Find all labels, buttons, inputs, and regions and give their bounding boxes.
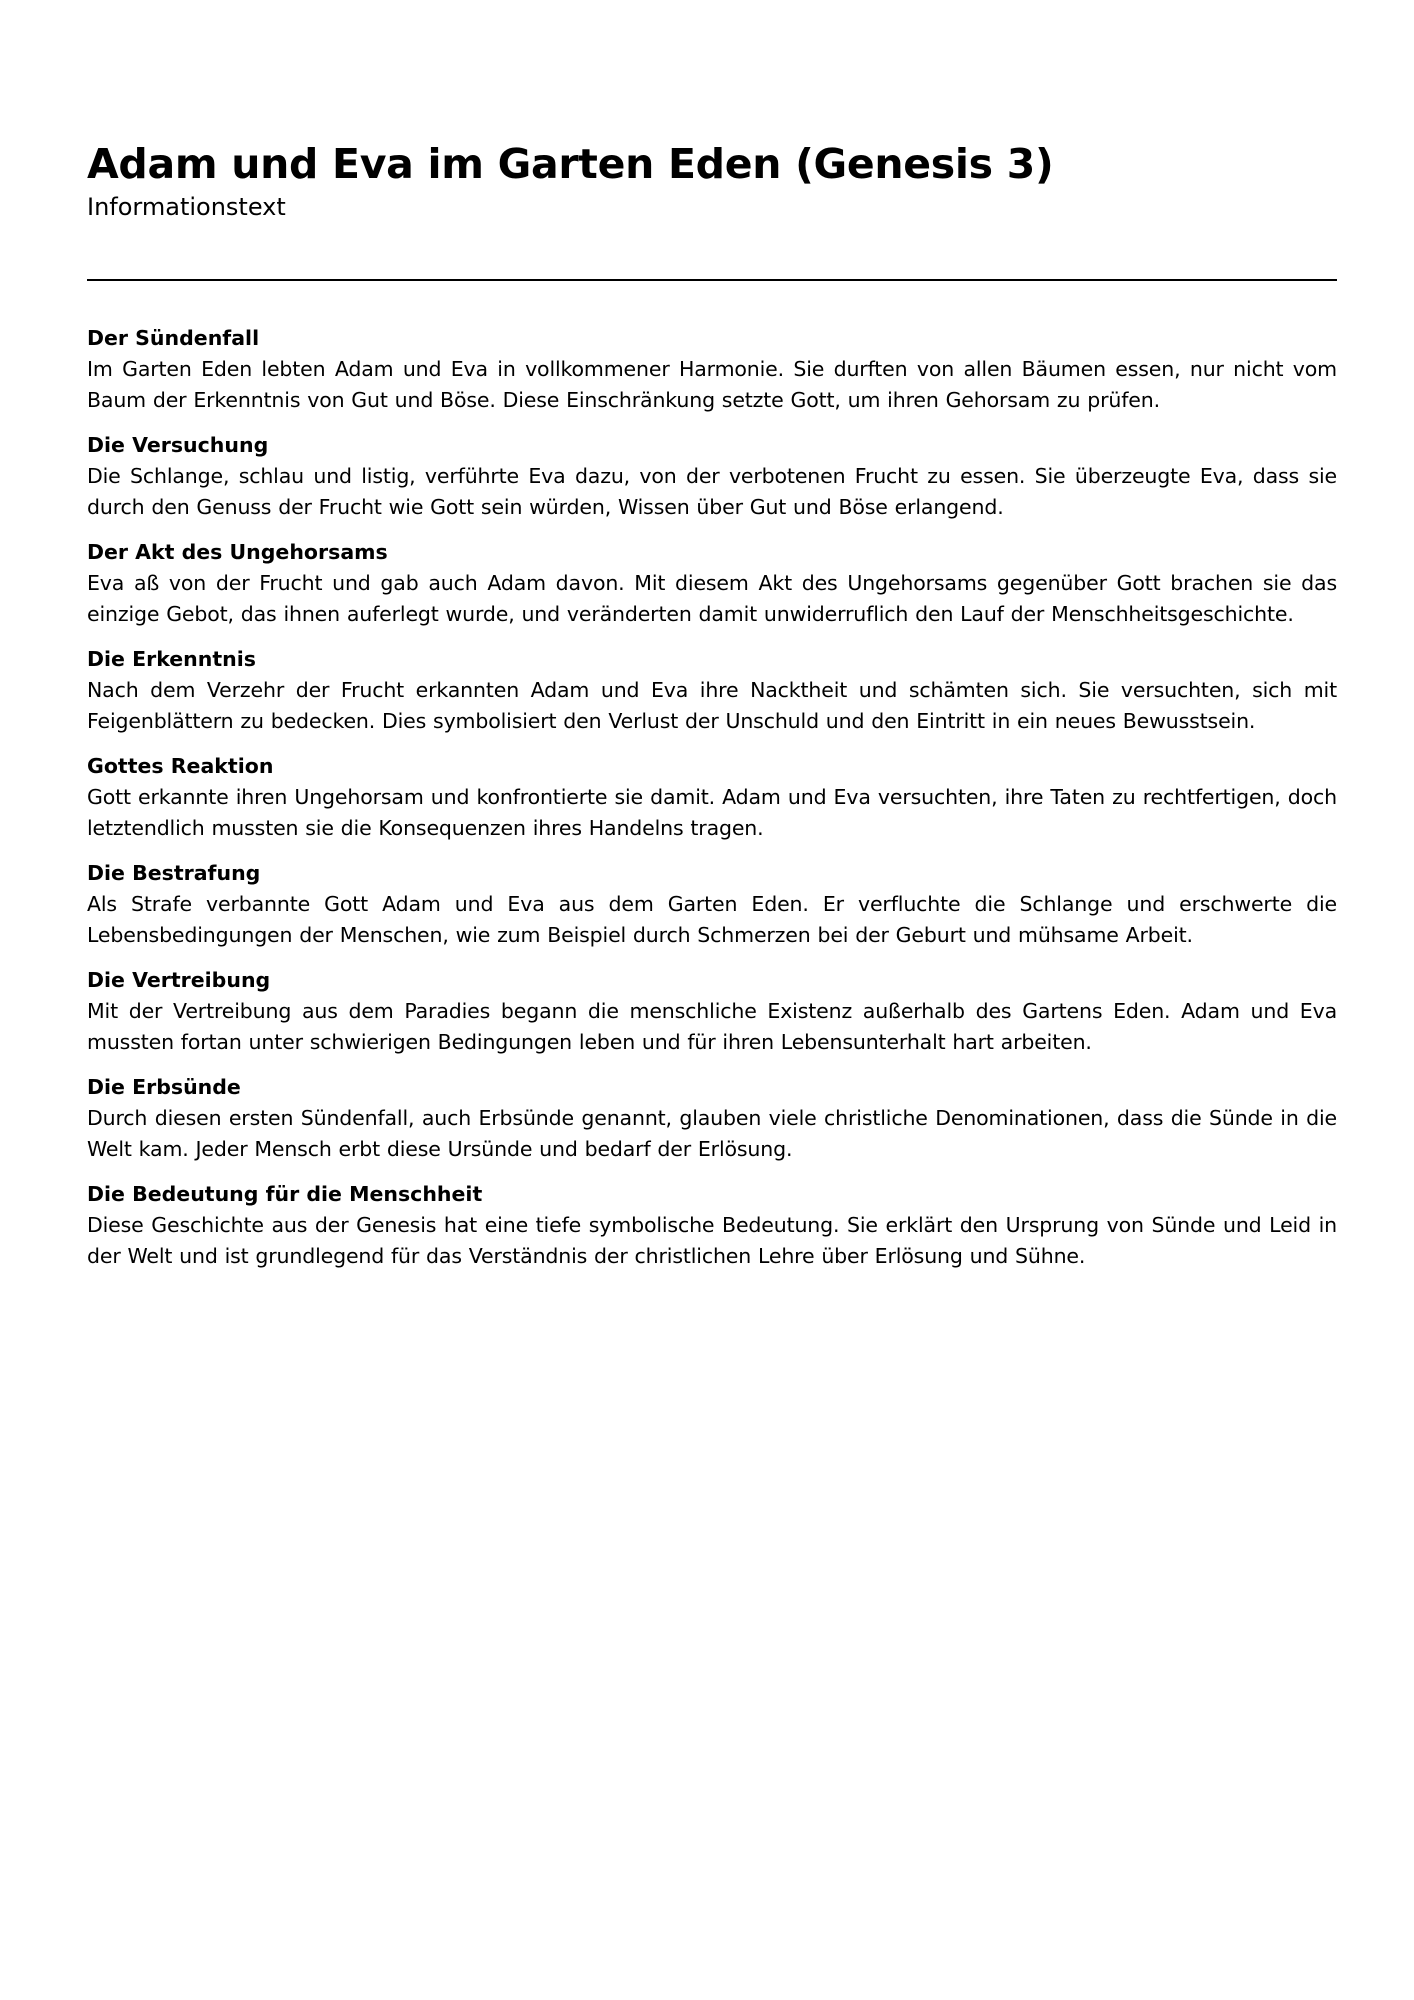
section-erkenntnis [87,644,1337,737]
section-body: Die Schlange, schlau und listig, verführte Eva dazu, von der verbotenen Frucht zu essen. Sie überzeugte Eva, dass sie durch den Genuss der Frucht wie Gott sein würden, Wissen über Gut und Böse erlangend. [87,464,1337,519]
document-page [87,138,1337,1286]
section-heading: Die Bedeutung für die Menschheit [87,1182,483,1206]
section-heading: Der Sündenfall [87,326,260,350]
section-bestrafung [87,858,1337,951]
horizontal-divider [87,279,1337,281]
section-vertreibung [87,965,1337,1058]
section-body: Nach dem Verzehr der Frucht erkannten Adam und Eva ihre Nacktheit und schämten sich. Sie versuchten, sich mit Feigenblättern zu bedecken. Dies symbolisiert den Verlust der Unschuld und den Eintritt in ein neues Bewusstsein. [87,678,1337,733]
section-ungehorsam [87,537,1337,630]
section-gottes-reaktion [87,751,1337,844]
section-body: Als Strafe verbannte Gott Adam und Eva aus dem Garten Eden. Er verfluchte die Schlange und erschwerte die Lebensbedingungen der Menschen, wie zum Beispiel durch Schmerzen bei der Geburt und mühsame Arbeit. [87,892,1337,947]
section-suendenfall [87,323,1337,416]
sections-list [87,323,1337,1272]
section-heading: Die Erkenntnis [87,647,256,671]
section-body: Gott erkannte ihren Ungehorsam und konfrontierte sie damit. Adam und Eva versuchten, ihre Taten zu rechtfertigen, doch letztendlich mussten sie die Konsequenzen ihres Handelns tragen. [87,785,1337,840]
section-heading: Die Erbsünde [87,1075,241,1099]
section-body: Im Garten Eden lebten Adam und Eva in vollkommener Harmonie. Sie durften von allen Bäumen essen, nur nicht vom Baum der Erkenntnis von Gut und Böse. Diese Einschränkung setzte Gott, um ihren Gehorsam zu prüfen. [87,357,1337,412]
section-body: Durch diesen ersten Sündenfall, auch Erbsünde genannt, glauben viele christliche Denominationen, dass die Sünde in die Welt kam. Jeder Mensch erbt diese Ursünde und bedarf der Erlösung. [87,1106,1337,1161]
page-title: Adam und Eva im Garten Eden (Genesis 3) [87,140,1054,188]
section-heading: Die Versuchung [87,433,269,457]
section-body: Eva aß von der Frucht und gab auch Adam davon. Mit diesem Akt des Ungehorsams gegenüber Gott brachen sie das einzige Gebot, das ihnen auferlegt wurde, und veränderten damit unwiderruflich den Lauf der Menschheitsgeschichte. [87,571,1337,626]
section-bedeutung [87,1179,1337,1272]
section-heading: Die Vertreibung [87,968,271,992]
section-heading: Gottes Reaktion [87,754,274,778]
section-heading: Die Bestrafung [87,861,261,885]
page-subtitle: Informationstext [87,193,286,221]
section-heading: Der Akt des Ungehorsams [87,540,388,564]
section-versuchung [87,430,1337,523]
section-body: Mit der Vertreibung aus dem Paradies begann die menschliche Existenz außerhalb des Gartens Eden. Adam und Eva mussten fortan unter schwierigen Bedingungen leben und für ihren Lebensunterhalt hart arbeiten. [87,999,1337,1054]
section-body: Diese Geschichte aus der Genesis hat eine tiefe symbolische Bedeutung. Sie erklärt den Ursprung von Sünde und Leid in der Welt und ist grundlegend für das Verständnis der christlichen Lehre über Erlösung und Sühne. [87,1213,1337,1268]
section-erbsuende [87,1072,1337,1165]
